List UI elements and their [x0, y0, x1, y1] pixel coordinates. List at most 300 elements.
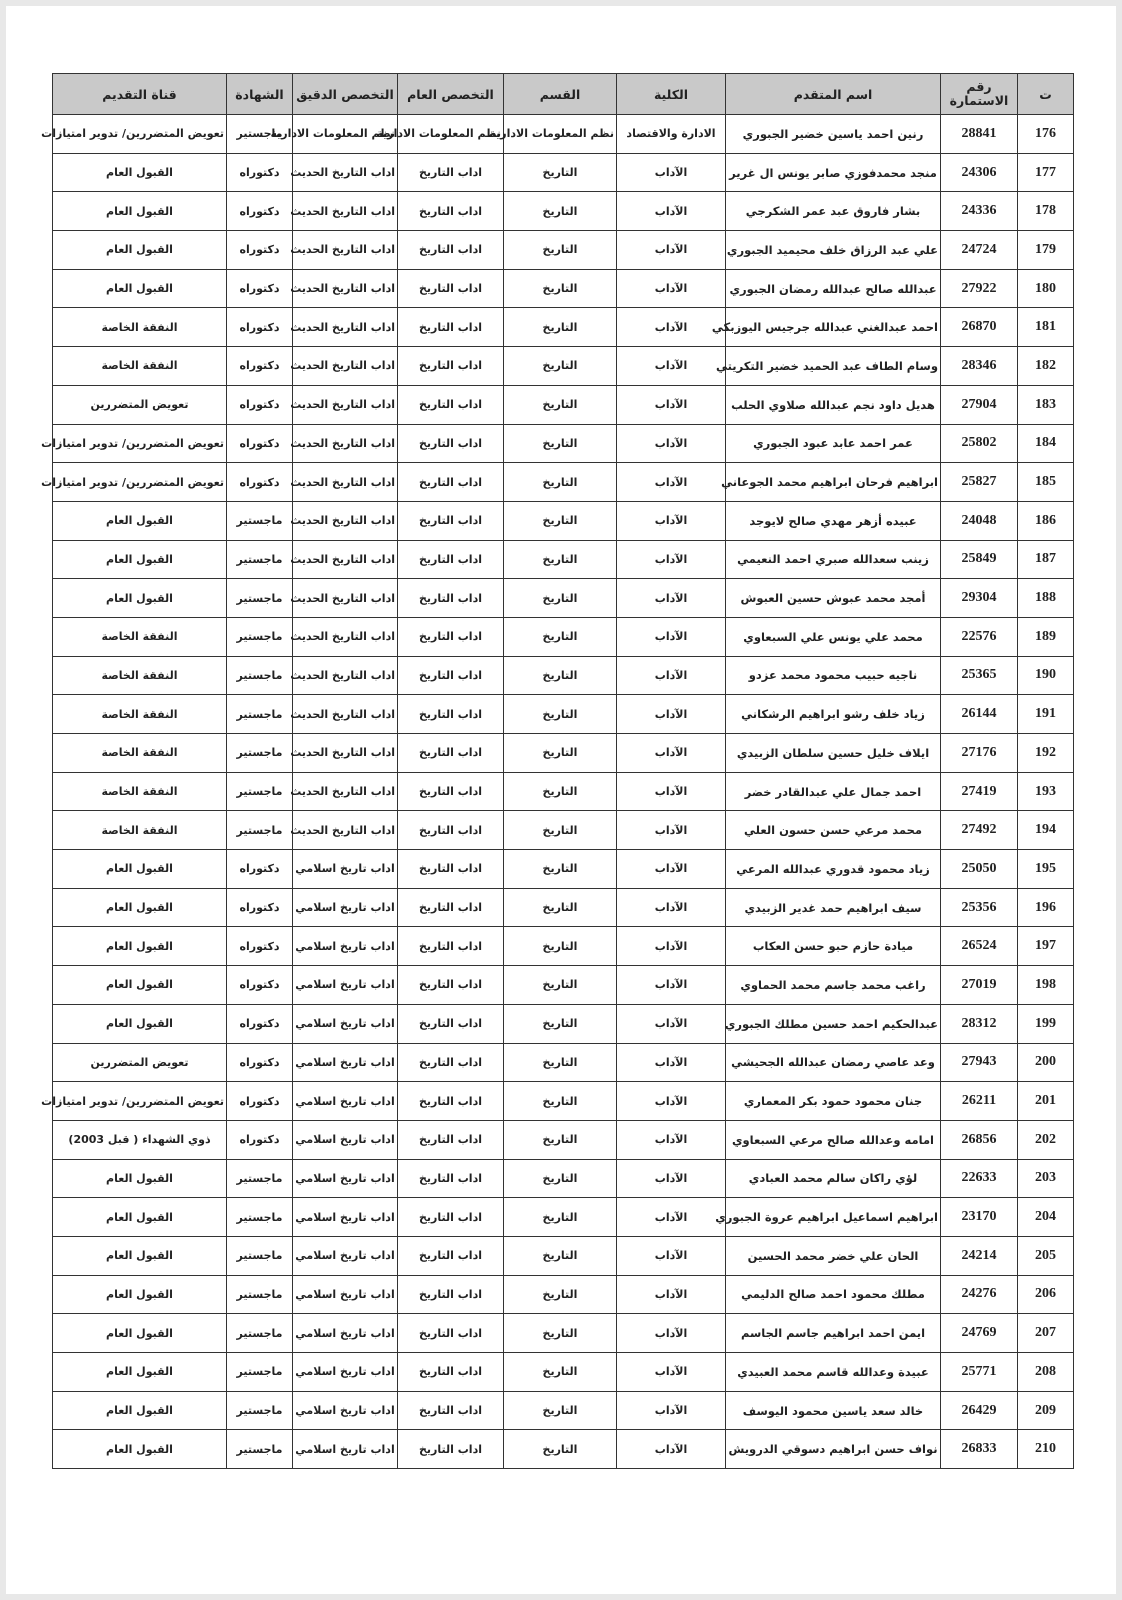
cell-serial: 201 — [1018, 1082, 1074, 1121]
applicants-table — [41, 73, 1074, 1469]
header-specific-specialization: التخصص الدقيق — [293, 74, 398, 115]
cell-college: الآداب — [617, 153, 726, 192]
cell-admission-channel: القبول العام — [53, 1198, 227, 1237]
cell-form-number: 25827 — [941, 463, 1018, 502]
cell-college: الآداب — [617, 385, 726, 424]
cell-degree: ماجستير — [227, 1353, 293, 1392]
cell-specific-specialization: اداب تاريخ اسلامي — [293, 1004, 398, 1043]
cell-department: التاريخ — [504, 850, 617, 889]
cell-serial: 195 — [1018, 850, 1074, 889]
cell-form-number: 25356 — [941, 888, 1018, 927]
cell-general-specialization: اداب التاريخ — [398, 888, 504, 927]
cell-applicant-name: ميادة حازم حبو حسن العكاب — [726, 927, 941, 966]
cell-admission-channel: القبول العام — [53, 540, 227, 579]
cell-form-number: 24048 — [941, 501, 1018, 540]
table-row — [53, 1198, 1074, 1237]
cell-degree: دكتوراه — [227, 463, 293, 502]
cell-form-number: 26211 — [941, 1082, 1018, 1121]
cell-applicant-name: راغب محمد جاسم محمد الحماوي — [726, 966, 941, 1005]
cell-admission-channel: تعويض المتضررين/ تدوير امتيازات — [53, 424, 227, 463]
cell-serial: 185 — [1018, 463, 1074, 502]
cell-admission-channel: القبول العام — [53, 1236, 227, 1275]
cell-department: التاريخ — [504, 695, 617, 734]
cell-specific-specialization: اداب التاريخ الحديث — [293, 734, 398, 773]
cell-department: التاريخ — [504, 1159, 617, 1198]
table-row — [53, 695, 1074, 734]
cell-degree: ماجستير — [227, 1275, 293, 1314]
cell-serial: 200 — [1018, 1043, 1074, 1082]
cell-form-number: 25849 — [941, 540, 1018, 579]
cell-department: التاريخ — [504, 424, 617, 463]
cell-degree: ماجستير — [227, 772, 293, 811]
cell-applicant-name: عمر احمد عابد عبود الجبوري — [726, 424, 941, 463]
cell-college: الآداب — [617, 1430, 726, 1469]
cell-specific-specialization: اداب التاريخ الحديث — [293, 192, 398, 231]
header-admission-channel: قناة التقديم — [53, 74, 227, 115]
cell-admission-channel: ذوي الشهداء ( قبل 2003) — [53, 1120, 227, 1159]
cell-specific-specialization: اداب التاريخ الحديث — [293, 501, 398, 540]
cell-degree: ماجستير — [227, 501, 293, 540]
cell-department: التاريخ — [504, 1043, 617, 1082]
table-row — [53, 231, 1074, 270]
cell-serial: 208 — [1018, 1353, 1074, 1392]
cell-college: الآداب — [617, 192, 726, 231]
cell-serial: 210 — [1018, 1430, 1074, 1469]
cell-department: التاريخ — [504, 1391, 617, 1430]
cell-admission-channel: القبول العام — [53, 1391, 227, 1430]
table-row — [53, 1043, 1074, 1082]
cell-college: الآداب — [617, 269, 726, 308]
cell-specific-specialization: اداب التاريخ الحديث — [293, 347, 398, 386]
cell-department: التاريخ — [504, 579, 617, 618]
cell-specific-specialization: اداب التاريخ الحديث — [293, 656, 398, 695]
cell-admission-channel: النفقة الخاصة — [53, 811, 227, 850]
cell-degree: ماجستير — [227, 656, 293, 695]
cell-admission-channel: القبول العام — [53, 850, 227, 889]
cell-applicant-name: بشار فاروق عبد عمر الشكرجي — [726, 192, 941, 231]
cell-general-specialization: اداب التاريخ — [398, 579, 504, 618]
cell-college: الآداب — [617, 1120, 726, 1159]
cell-serial: 180 — [1018, 269, 1074, 308]
cell-admission-channel: القبول العام — [53, 966, 227, 1005]
cell-form-number: 24769 — [941, 1314, 1018, 1353]
header-form-number: رقم الاستمارة — [941, 74, 1018, 115]
header-applicant-name: اسم المتقدم — [726, 74, 941, 115]
cell-form-number: 27419 — [941, 772, 1018, 811]
cell-applicant-name: ايلاف خليل حسين سلطان الزبيدي — [726, 734, 941, 773]
cell-general-specialization: اداب التاريخ — [398, 347, 504, 386]
cell-admission-channel: النفقة الخاصة — [53, 734, 227, 773]
cell-admission-channel: تعويض المتضررين/ تدوير امتيازات — [53, 463, 227, 502]
cell-general-specialization: اداب التاريخ — [398, 1159, 504, 1198]
table-row — [53, 385, 1074, 424]
cell-specific-specialization: اداب تاريخ اسلامي — [293, 1120, 398, 1159]
cell-degree: ماجستير — [227, 579, 293, 618]
cell-department: التاريخ — [504, 1004, 617, 1043]
cell-degree: دكتوراه — [227, 1043, 293, 1082]
table-row — [53, 927, 1074, 966]
cell-form-number: 27019 — [941, 966, 1018, 1005]
cell-college: الآداب — [617, 927, 726, 966]
cell-college: الآداب — [617, 424, 726, 463]
cell-specific-specialization: اداب التاريخ الحديث — [293, 153, 398, 192]
cell-department: التاريخ — [504, 501, 617, 540]
cell-degree: ماجستير — [227, 1198, 293, 1237]
table-row — [53, 1391, 1074, 1430]
cell-degree: دكتوراه — [227, 1120, 293, 1159]
cell-degree: دكتوراه — [227, 153, 293, 192]
cell-general-specialization: اداب التاريخ — [398, 463, 504, 502]
cell-applicant-name: منجد محمدفوزي صابر يونس ال غرير — [726, 153, 941, 192]
cell-degree: دكتوراه — [227, 231, 293, 270]
cell-department: التاريخ — [504, 734, 617, 773]
cell-general-specialization: اداب التاريخ — [398, 385, 504, 424]
cell-applicant-name: علي عبد الرزاق خلف محيميد الجبوري — [726, 231, 941, 270]
cell-form-number: 24276 — [941, 1275, 1018, 1314]
cell-general-specialization: اداب التاريخ — [398, 1198, 504, 1237]
cell-college: الآداب — [617, 617, 726, 656]
cell-form-number: 22576 — [941, 617, 1018, 656]
cell-applicant-name: عبدالحكيم احمد حسين مطلك الجبوري — [726, 1004, 941, 1043]
cell-college: الآداب — [617, 540, 726, 579]
cell-form-number: 26144 — [941, 695, 1018, 734]
table-row — [53, 1120, 1074, 1159]
cell-serial: 194 — [1018, 811, 1074, 850]
cell-applicant-name: محمد مرعي حسن حسون العلي — [726, 811, 941, 850]
cell-degree: ماجستير — [227, 617, 293, 656]
cell-admission-channel: القبول العام — [53, 1353, 227, 1392]
cell-form-number: 25050 — [941, 850, 1018, 889]
cell-department: التاريخ — [504, 347, 617, 386]
table-row — [53, 811, 1074, 850]
cell-general-specialization: اداب التاريخ — [398, 1120, 504, 1159]
header-degree: الشهادة — [227, 74, 293, 115]
cell-specific-specialization: اداب التاريخ الحديث — [293, 811, 398, 850]
cell-form-number: 24306 — [941, 153, 1018, 192]
cell-applicant-name: نواف حسن ابراهيم دسوقي الدرويش — [726, 1430, 941, 1469]
cell-specific-specialization: اداب تاريخ اسلامي — [293, 1082, 398, 1121]
cell-serial: 184 — [1018, 424, 1074, 463]
cell-applicant-name: احمد جمال علي عبدالقادر خضر — [726, 772, 941, 811]
cell-college: الآداب — [617, 579, 726, 618]
cell-serial: 182 — [1018, 347, 1074, 386]
cell-college: الآداب — [617, 656, 726, 695]
cell-degree: ماجستير — [227, 1430, 293, 1469]
table-row — [53, 424, 1074, 463]
cell-serial: 197 — [1018, 927, 1074, 966]
cell-college: الآداب — [617, 966, 726, 1005]
cell-college: الآداب — [617, 888, 726, 927]
cell-department: التاريخ — [504, 308, 617, 347]
cell-admission-channel: القبول العام — [53, 927, 227, 966]
header-general-specialization: التخصص العام — [398, 74, 504, 115]
cell-college: الآداب — [617, 1198, 726, 1237]
cell-department: نظم المعلومات الادارية — [504, 115, 617, 154]
cell-specific-specialization: اداب تاريخ اسلامي — [293, 1236, 398, 1275]
cell-college: الادارة والاقتصاد — [617, 115, 726, 154]
cell-admission-channel: القبول العام — [53, 1275, 227, 1314]
cell-degree: ماجستير — [227, 1236, 293, 1275]
cell-general-specialization: اداب التاريخ — [398, 695, 504, 734]
cell-admission-channel: القبول العام — [53, 579, 227, 618]
cell-serial: 202 — [1018, 1120, 1074, 1159]
cell-applicant-name: هديل داود نجم عبدالله صلاوي الحلب — [726, 385, 941, 424]
cell-form-number: 27922 — [941, 269, 1018, 308]
cell-admission-channel: النفقة الخاصة — [53, 695, 227, 734]
cell-applicant-name: زينب سعدالله صبري احمد النعيمي — [726, 540, 941, 579]
cell-general-specialization: اداب التاريخ — [398, 734, 504, 773]
cell-college: الآداب — [617, 1314, 726, 1353]
cell-serial: 186 — [1018, 501, 1074, 540]
cell-department: التاريخ — [504, 656, 617, 695]
cell-general-specialization: اداب التاريخ — [398, 308, 504, 347]
cell-specific-specialization: اداب التاريخ الحديث — [293, 308, 398, 347]
cell-applicant-name: الحان علي خضر محمد الحسين — [726, 1236, 941, 1275]
cell-department: التاريخ — [504, 1120, 617, 1159]
cell-general-specialization: اداب التاريخ — [398, 231, 504, 270]
table-row — [53, 579, 1074, 618]
cell-serial: 192 — [1018, 734, 1074, 773]
cell-college: الآداب — [617, 1236, 726, 1275]
cell-admission-channel: النفقة الخاصة — [53, 772, 227, 811]
table-row — [53, 1082, 1074, 1121]
cell-degree: ماجستير — [227, 734, 293, 773]
cell-college: الآداب — [617, 772, 726, 811]
cell-specific-specialization: اداب التاريخ الحديث — [293, 695, 398, 734]
cell-form-number: 28841 — [941, 115, 1018, 154]
cell-serial: 187 — [1018, 540, 1074, 579]
cell-college: الآداب — [617, 1004, 726, 1043]
cell-form-number: 26856 — [941, 1120, 1018, 1159]
cell-form-number: 26833 — [941, 1430, 1018, 1469]
cell-specific-specialization: اداب تاريخ اسلامي — [293, 1430, 398, 1469]
cell-serial: 177 — [1018, 153, 1074, 192]
cell-general-specialization: اداب التاريخ — [398, 772, 504, 811]
cell-general-specialization: اداب التاريخ — [398, 540, 504, 579]
cell-applicant-name: امامه وعدالله صالح مرعي السبعاوي — [726, 1120, 941, 1159]
table-row — [53, 1275, 1074, 1314]
cell-form-number: 22633 — [941, 1159, 1018, 1198]
table-row — [53, 347, 1074, 386]
table-row — [53, 540, 1074, 579]
cell-college: الآداب — [617, 1353, 726, 1392]
cell-department: التاريخ — [504, 1198, 617, 1237]
cell-form-number: 28346 — [941, 347, 1018, 386]
cell-general-specialization: اداب التاريخ — [398, 850, 504, 889]
cell-form-number: 24724 — [941, 231, 1018, 270]
cell-applicant-name: عبيده أزهر مهدي صالح لايوجد — [726, 501, 941, 540]
cell-serial: 199 — [1018, 1004, 1074, 1043]
cell-applicant-name: ابراهيم فرحان ابراهيم محمد الجوعاني — [726, 463, 941, 502]
cell-department: التاريخ — [504, 1430, 617, 1469]
cell-general-specialization: اداب التاريخ — [398, 617, 504, 656]
cell-admission-channel: النفقة الخاصة — [53, 617, 227, 656]
cell-applicant-name: محمد علي يونس علي السبعاوي — [726, 617, 941, 656]
cell-department: التاريخ — [504, 231, 617, 270]
cell-form-number: 24214 — [941, 1236, 1018, 1275]
cell-specific-specialization: اداب التاريخ الحديث — [293, 772, 398, 811]
cell-serial: 179 — [1018, 231, 1074, 270]
cell-general-specialization: اداب التاريخ — [398, 192, 504, 231]
cell-applicant-name: أمجد محمد عبوش حسين العبوش — [726, 579, 941, 618]
cell-general-specialization: اداب التاريخ — [398, 1430, 504, 1469]
cell-college: الآداب — [617, 850, 726, 889]
cell-serial: 183 — [1018, 385, 1074, 424]
cell-applicant-name: رنين احمد ياسين خضير الجبوري — [726, 115, 941, 154]
cell-college: الآداب — [617, 1043, 726, 1082]
cell-form-number: 26429 — [941, 1391, 1018, 1430]
cell-college: الآداب — [617, 1159, 726, 1198]
table-body — [41, 115, 1074, 1469]
cell-specific-specialization: اداب تاريخ اسلامي — [293, 966, 398, 1005]
cell-applicant-name: خالد سعد ياسين محمود اليوسف — [726, 1391, 941, 1430]
cell-degree: دكتوراه — [227, 385, 293, 424]
cell-degree: ماجستير — [227, 695, 293, 734]
cell-general-specialization: نظم المعلومات الادارية — [398, 115, 504, 154]
header-row — [53, 74, 1074, 115]
cell-applicant-name: ناجيه حبيب محمود محمد عزدو — [726, 656, 941, 695]
cell-form-number: 27492 — [941, 811, 1018, 850]
cell-department: التاريخ — [504, 927, 617, 966]
cell-admission-channel: تعويض المتضررين — [53, 1043, 227, 1082]
cell-specific-specialization: اداب التاريخ الحديث — [293, 231, 398, 270]
cell-degree: دكتوراه — [227, 966, 293, 1005]
cell-general-specialization: اداب التاريخ — [398, 501, 504, 540]
table-row — [53, 1159, 1074, 1198]
table-row — [53, 966, 1074, 1005]
cell-applicant-name: ابراهيم اسماعيل ابراهيم عروة الجبوري — [726, 1198, 941, 1237]
cell-serial: 190 — [1018, 656, 1074, 695]
table-row — [53, 308, 1074, 347]
cell-degree: ماجستير — [227, 1159, 293, 1198]
cell-department: التاريخ — [504, 966, 617, 1005]
header-serial: ت — [1018, 74, 1074, 115]
cell-serial: 205 — [1018, 1236, 1074, 1275]
cell-serial: 181 — [1018, 308, 1074, 347]
cell-general-specialization: اداب التاريخ — [398, 811, 504, 850]
cell-applicant-name: مطلك محمود احمد صالح الدليمي — [726, 1275, 941, 1314]
cell-form-number: 27904 — [941, 385, 1018, 424]
cell-degree: ماجستير — [227, 115, 293, 154]
cell-specific-specialization: اداب التاريخ الحديث — [293, 617, 398, 656]
cell-admission-channel: النفقة الخاصة — [53, 308, 227, 347]
table-row — [53, 192, 1074, 231]
cell-specific-specialization: اداب تاريخ اسلامي — [293, 927, 398, 966]
cell-specific-specialization: اداب التاريخ الحديث — [293, 463, 398, 502]
cell-department: التاريخ — [504, 385, 617, 424]
table-row — [53, 501, 1074, 540]
cell-degree: دكتوراه — [227, 347, 293, 386]
cell-department: التاريخ — [504, 1082, 617, 1121]
cell-form-number: 29304 — [941, 579, 1018, 618]
cell-department: التاريخ — [504, 153, 617, 192]
cell-college: الآداب — [617, 463, 726, 502]
table-row — [53, 463, 1074, 502]
cell-specific-specialization: اداب تاريخ اسلامي — [293, 1043, 398, 1082]
cell-admission-channel: القبول العام — [53, 1430, 227, 1469]
cell-department: التاريخ — [504, 617, 617, 656]
cell-admission-channel: النفقة الخاصة — [53, 656, 227, 695]
cell-serial: 188 — [1018, 579, 1074, 618]
cell-degree: دكتوراه — [227, 308, 293, 347]
table-row — [53, 1353, 1074, 1392]
cell-specific-specialization: اداب التاريخ الحديث — [293, 540, 398, 579]
table-row — [53, 1430, 1074, 1469]
cell-serial: 189 — [1018, 617, 1074, 656]
cell-degree: دكتوراه — [227, 927, 293, 966]
cell-department: التاريخ — [504, 463, 617, 502]
cell-admission-channel: القبول العام — [53, 1004, 227, 1043]
cell-general-specialization: اداب التاريخ — [398, 1043, 504, 1082]
cell-department: التاريخ — [504, 1353, 617, 1392]
cell-serial: 198 — [1018, 966, 1074, 1005]
cell-general-specialization: اداب التاريخ — [398, 927, 504, 966]
cell-specific-specialization: اداب تاريخ اسلامي — [293, 888, 398, 927]
cell-serial: 178 — [1018, 192, 1074, 231]
cell-general-specialization: اداب التاريخ — [398, 966, 504, 1005]
cell-department: التاريخ — [504, 772, 617, 811]
cell-specific-specialization: اداب التاريخ الحديث — [293, 424, 398, 463]
cell-general-specialization: اداب التاريخ — [398, 1391, 504, 1430]
cell-college: الآداب — [617, 231, 726, 270]
cell-form-number: 23170 — [941, 1198, 1018, 1237]
cell-college: الآداب — [617, 1391, 726, 1430]
cell-form-number: 25365 — [941, 656, 1018, 695]
cell-specific-specialization: اداب التاريخ الحديث — [293, 385, 398, 424]
cell-degree: دكتوراه — [227, 269, 293, 308]
cell-department: التاريخ — [504, 540, 617, 579]
cell-general-specialization: اداب التاريخ — [398, 269, 504, 308]
cell-specific-specialization: اداب التاريخ الحديث — [293, 269, 398, 308]
table-row — [53, 850, 1074, 889]
cell-serial: 207 — [1018, 1314, 1074, 1353]
cell-degree: ماجستير — [227, 811, 293, 850]
table-row — [53, 656, 1074, 695]
cell-applicant-name: وعد عاصي رمضان عبدالله الجحيشي — [726, 1043, 941, 1082]
cell-specific-specialization: اداب تاريخ اسلامي — [293, 1275, 398, 1314]
cell-applicant-name: زياد محمود قدوري عبدالله المرعي — [726, 850, 941, 889]
cell-degree: دكتوراه — [227, 1004, 293, 1043]
cell-admission-channel: القبول العام — [53, 269, 227, 308]
cell-specific-specialization: اداب التاريخ الحديث — [293, 579, 398, 618]
cell-form-number: 25771 — [941, 1353, 1018, 1392]
cell-specific-specialization: اداب تاريخ اسلامي — [293, 1314, 398, 1353]
cell-applicant-name: عبيدة وعدالله قاسم محمد العبيدي — [726, 1353, 941, 1392]
table-row — [53, 617, 1074, 656]
cell-college: الآداب — [617, 1275, 726, 1314]
cell-college: الآداب — [617, 734, 726, 773]
cell-department: التاريخ — [504, 811, 617, 850]
cell-applicant-name: ايمن احمد ابراهيم جاسم الجاسم — [726, 1314, 941, 1353]
cell-admission-channel: القبول العام — [53, 1314, 227, 1353]
cell-serial: 193 — [1018, 772, 1074, 811]
cell-degree: ماجستير — [227, 1391, 293, 1430]
cell-general-specialization: اداب التاريخ — [398, 1353, 504, 1392]
table-row — [53, 888, 1074, 927]
cell-serial: 204 — [1018, 1198, 1074, 1237]
cell-general-specialization: اداب التاريخ — [398, 1082, 504, 1121]
cell-college: الآداب — [617, 1082, 726, 1121]
table-row — [53, 1314, 1074, 1353]
table-row — [53, 153, 1074, 192]
cell-admission-channel: القبول العام — [53, 153, 227, 192]
table-row — [53, 269, 1074, 308]
cell-general-specialization: اداب التاريخ — [398, 1236, 504, 1275]
cell-form-number: 28312 — [941, 1004, 1018, 1043]
cell-degree: دكتوراه — [227, 850, 293, 889]
cell-college: الآداب — [617, 811, 726, 850]
cell-form-number: 25802 — [941, 424, 1018, 463]
